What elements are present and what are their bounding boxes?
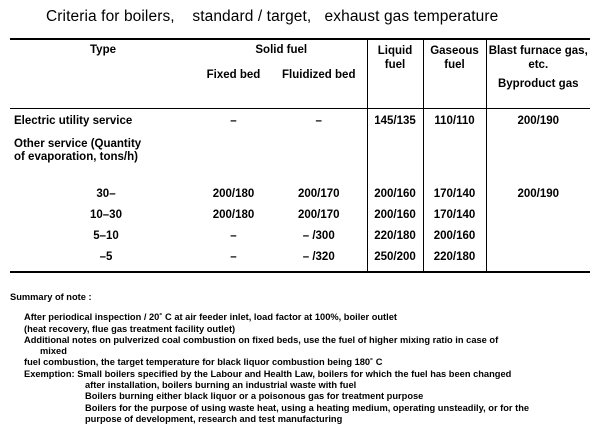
note-line: purpose of development, research and test manufacturing [85,413,343,424]
header-byproduct-label: Byproduct gas [497,78,579,90]
header-liquid-fuel-label: Liquid fuel [377,45,413,71]
note-line: after installation, boilers burning an industrial waste with fuel [85,380,357,391]
header-liquid-fuel [367,39,423,108]
row-label: 30– [96,188,116,200]
cell-fixed-bed: – [230,251,237,263]
cell-fixed-bed: – [230,230,237,242]
note-line: mixed [40,346,67,357]
table-row [10,209,590,230]
row-label: 10–30 [90,209,122,221]
cell-blast-furnace [486,251,590,272]
header-solid-fuel: Solid fuel [255,44,308,56]
table-row-other-service [10,133,590,188]
cell-liquid-fuel: 200/160 [367,209,423,230]
table-row-electric [10,108,590,133]
row-label: 5–10 [93,230,119,242]
cell-fluidized-bed: – [315,114,322,127]
note-line: Boilers burning either black liquor or a poisonous gas for treatment purpose [85,391,424,402]
table-row [10,230,590,251]
cell-gaseous-fuel: 170/140 [423,188,486,209]
cell-blast-furnace [486,230,590,251]
notes-section [10,292,595,425]
cell-blast-furnace: 200/190 [486,108,590,133]
cell-fluidized-bed: – /320 [302,251,335,263]
note-line: After periodical inspection / 20˚ C at air feeder inlet, load factor at 100%, boiler outlet [24,312,397,323]
cell-liquid-fuel: 220/180 [367,230,423,251]
cell-fixed-bed: 200/180 [212,209,255,221]
header-gaseous-fuel-label: Gaseous fuel [430,45,479,71]
cell-fixed-bed: – [230,114,237,127]
table-row [10,251,590,272]
cell-gaseous-fuel: 220/180 [423,251,486,272]
cell-liquid-fuel: 145/135 [367,108,423,133]
header-blast-furnace [486,39,590,108]
note-line: (heat recovery, flue gas treatment facility outlet) [24,323,236,334]
cell-fixed-bed: 200/180 [212,188,255,200]
header-fixed-bed: Fixed bed [206,69,261,81]
header-blast-furnace-label: Blast furnace gas, etc. [488,45,588,71]
note-line: fuel combustion, the target temperature for black liquor combustion being 180˚ C [24,357,383,368]
criteria-table [10,38,590,273]
cell-liquid-fuel: 250/200 [367,251,423,272]
cell-gaseous-fuel: 170/140 [423,209,486,230]
note-line: Exemption: Small boilers specified by the Labour and Health Law, boilers for which the fuel has been changed [24,368,512,379]
notes-heading: Summary of note : [10,292,92,302]
note-line: Additional notes on pulverized coal combustion on fixed beds, use the fuel of higher mixing ratio in case of [24,334,499,345]
page-title: Criteria for boilers, standard / target, exhaust gas temperature [46,8,499,25]
header-type: Type [90,44,116,56]
header-gaseous-fuel [423,39,486,108]
cell-gaseous-fuel: 200/160 [423,230,486,251]
table-row [10,188,590,209]
cell-fluidized-bed: 200/170 [297,209,340,221]
cell-gaseous-fuel: 110/110 [423,108,486,133]
header-fluidized-bed: Fluidized bed [282,69,356,81]
cell-liquid-fuel: 200/160 [367,188,423,209]
cell-fluidized-bed: 200/170 [297,188,340,200]
cell-blast-furnace: 200/190 [486,188,590,209]
row-label: Electric utility service [14,114,133,127]
cell-fluidized-bed: – /300 [302,230,335,242]
row-label: –5 [99,251,113,263]
cell-blast-furnace [486,209,590,230]
note-line: Boilers for the purpose of using waste heat, using a heating medium, operating unsteadily, or for the [85,402,530,413]
row-label-other-service: Other service (Quantity of evaporation, tons/h) [14,138,142,163]
